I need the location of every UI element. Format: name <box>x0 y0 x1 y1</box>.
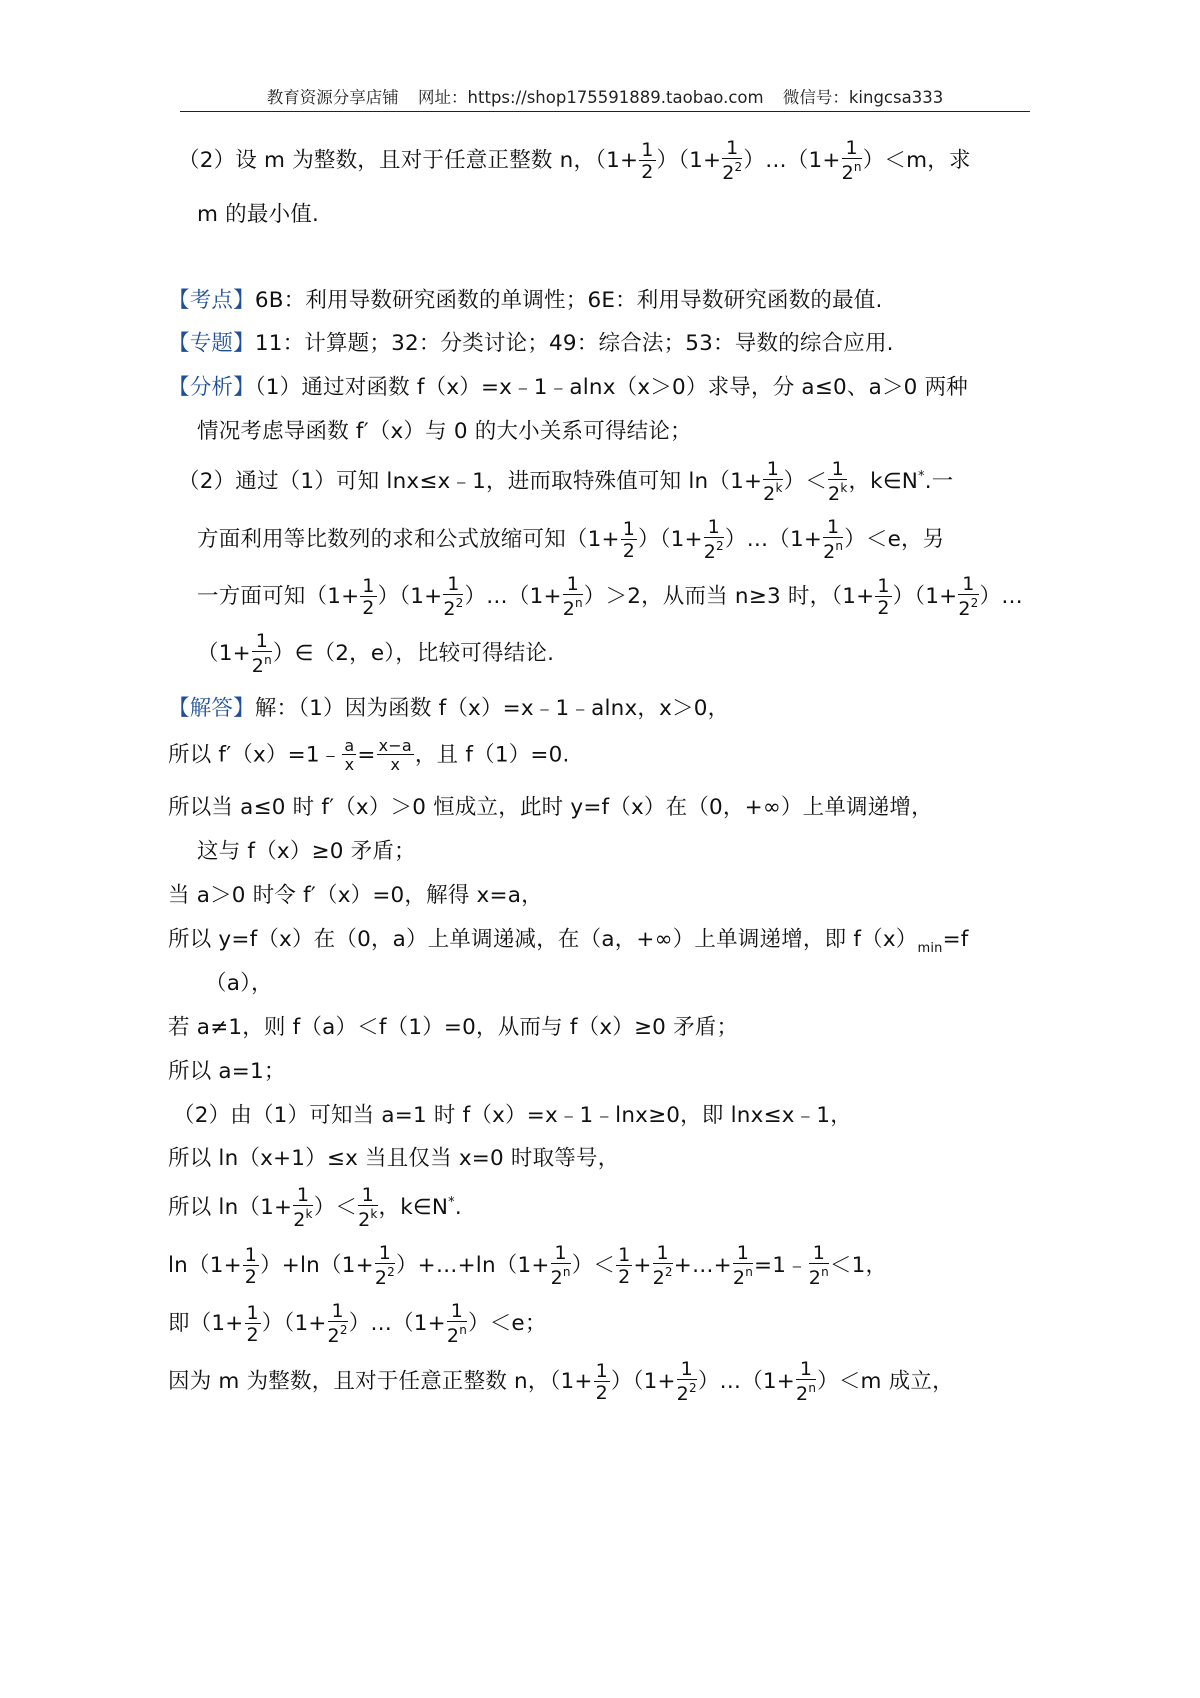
header-divider <box>180 111 1030 112</box>
jieda-line9: 所以 a=1； <box>168 1059 286 1084</box>
fenxi-tag: 【分析】 <box>168 375 255 400</box>
question-part2-line2: m 的最小值. <box>197 202 320 227</box>
jieda-line10: （2）由（1）可知当 a=1 时 f（x）=x﹣1﹣lnx≥0，即 lnx≤x﹣1， <box>173 1103 852 1128</box>
fraction: $\frac{1}{2^n}$ <box>732 1242 753 1289</box>
zhuanti-text: 11：计算题；32：分类讨论；49：综合法；53：导数的综合应用. <box>254 331 894 356</box>
fraction: $\frac{1}{2^n}$ <box>251 630 272 677</box>
wechat-id: 微信号：kingcsa333 <box>782 88 944 107</box>
fraction: $\frac{x-a}{x}$ <box>378 736 412 774</box>
fraction: $\frac{1}{2^2}$ <box>443 573 464 620</box>
jieda-tag: 【解答】 <box>168 696 255 721</box>
jieda-line14: 即（1+ $\frac{1}{2}$ ）（1+ $\frac{1}{2^2}$ ）…（1+ $\frac{1}{2^n}$ ）＜e； <box>168 1300 547 1347</box>
jieda-line7: （a）， <box>205 971 273 996</box>
fenxi-line5: 一方面可知（1+ $\frac{1}{2}$ ）（1+ $\frac{1}{2^2}$ ）…（1+ $\frac{1}{2^n}$ ）＞2，从而当 n≥3 时，（1+ $\frac{1}{2}$ ）（1+ $\frac{1}{2^2}$ ）… <box>197 573 1023 620</box>
jieda-line6: 所以 y=f（x）在（0，a）上单调递减，在（a，+∞）上单调递增，即 $f(x)_{min}=f$ <box>168 927 969 956</box>
fenxi-line1 <box>168 377 968 399</box>
fraction: $\frac{1}{2^k}$ <box>358 1184 378 1231</box>
fraction: $\frac{1}{2^n}$ <box>823 516 844 563</box>
text: ）＜m，求 <box>862 148 971 173</box>
jieda-line3: 所以当 a≤0 时 f′（x）＞0 恒成立，此时 y=f（x）在（0，+∞）上单调递增， <box>168 795 933 820</box>
fraction: $\frac{1}{2^n}$ <box>796 1358 817 1405</box>
jieda-line1: 【解答】解：（1）因为函数 f（x）=x﹣1﹣alnx，x＞0， <box>168 696 730 721</box>
fraction: $\frac{1}{2^k}$ <box>828 458 848 505</box>
jieda-line8: 若 a≠1，则 f（a）＜f（1）=0，从而与 f（x）≥0 矛盾； <box>168 1015 739 1040</box>
fraction-1-over-2pown: $\frac{1}{2^n}$ <box>841 137 862 184</box>
zhuanti-line <box>168 333 894 355</box>
kaodian-line <box>168 290 883 312</box>
page-header <box>180 84 1030 108</box>
fraction: $\frac{1}{2}$ <box>246 1301 259 1346</box>
jieda-line13: ln（1+ $\frac{1}{2}$ ）+ln（1+ $\frac{1}{2^2}$ ）+…+ln（1+ $\frac{1}{2^n}$ ）＜ $\frac{1}{2}$ + $\frac{1}{2^2}$ +…+ $\frac{1}{2^n}$ =1﹣ $\frac{1}{2^n}$ ＜1， <box>168 1242 888 1289</box>
jieda-line12: 所以 ln（1+ $\frac{1}{2^k}$ ）＜ $\frac{1}{2^k}$ ，k∈N*. <box>168 1184 462 1231</box>
fraction-1-over-2: $\frac{1}{2}$ <box>641 138 654 183</box>
fenxi-line4: 方面利用等比数列的求和公式放缩可知（1+ $\frac{1}{2}$ ）（1+ $\frac{1}{2^2}$ ）…（1+ $\frac{1}{2^n}$ ）＜e，另 <box>197 516 945 563</box>
jieda-line15: 因为 m 为整数，且对于任意正整数 n，（1+ $\frac{1}{2}$ ）（1+ $\frac{1}{2^2}$ ）…（1+ $\frac{1}{2^n}$ ）＜m 成立， <box>168 1358 954 1405</box>
fraction: $\frac{1}{2^2}$ <box>327 1300 348 1347</box>
fraction: $\frac{1}{2^k}$ <box>293 1184 313 1231</box>
fraction: $\frac{1}{2^2}$ <box>958 573 979 620</box>
text: ）…（1+ <box>743 148 841 173</box>
fraction: $\frac{1}{2^n}$ <box>808 1242 829 1289</box>
fraction: $\frac{1}{2^n}$ <box>562 573 583 620</box>
jieda-line5: 当 a＞0 时令 f′（x）=0，解得 x=a， <box>168 883 543 908</box>
fraction: $\frac{1}{2}$ <box>595 1359 608 1404</box>
fraction: $\frac{1}{2^2}$ <box>703 516 724 563</box>
fraction: $\frac{1}{2^2}$ <box>652 1242 673 1289</box>
fraction: $\frac{1}{2}$ <box>362 574 375 619</box>
fraction: $\frac{1}{2^k}$ <box>763 458 783 505</box>
fenxi-line3: （2）通过（1）可知 lnx≤x﹣1，进而取特殊值可知 ln（1+ $\frac{1}{2^k}$ ）＜ $\frac{1}{2^k}$ ，k∈N*.一 <box>178 458 954 505</box>
fraction: $\frac{1}{2^2}$ <box>374 1242 395 1289</box>
kaodian-tag: 【考点】 <box>168 288 255 313</box>
fraction: $\frac{1}{2}$ <box>622 517 635 562</box>
fraction: $\frac{1}{2}$ <box>618 1243 631 1288</box>
shop-url: 网址：https://shop175591889.taobao.com <box>418 88 764 107</box>
fenxi-line2: 情况考虑导函数 f′（x）与 0 的大小关系可得结论； <box>197 419 692 444</box>
fraction: $\frac{a}{x}$ <box>344 736 355 774</box>
shop-name: 教育资源分享店铺 <box>266 88 399 107</box>
jieda-line4: 这与 f（x）≥0 矛盾； <box>197 839 416 864</box>
question-part2 <box>178 139 971 183</box>
fraction-1-over-2pow2: $\frac{1}{2^2}$ <box>722 137 743 184</box>
jieda-line11: 所以 ln（x+1）≤x 当且仅当 x=0 时取等号， <box>168 1146 620 1171</box>
zhuanti-tag: 【专题】 <box>168 331 255 356</box>
fraction: $\frac{1}{2}$ <box>244 1243 258 1288</box>
kaodian-text: 6B：利用导数研究函数的单调性；6E：利用导数研究函数的最值. <box>254 288 883 313</box>
text: ）（1+ <box>656 148 722 173</box>
fraction: $\frac{1}{2^n}$ <box>550 1242 571 1289</box>
fenxi-line6: （1+ $\frac{1}{2^n}$ ）∈（2，e），比较可得结论. <box>197 630 555 677</box>
fraction: $\frac{1}{2^2}$ <box>676 1358 697 1405</box>
text: （1）通过对函数 f（x）=x﹣1﹣alnx（x＞0）求导，分 a≤0、a＞0 两种 <box>254 375 968 400</box>
fraction: $\frac{1}{2^n}$ <box>446 1300 467 1347</box>
fraction: $\frac{1}{2}$ <box>877 574 890 619</box>
text: （2）设 m 为整数，且对于任意正整数 n，（1+ <box>178 148 639 173</box>
jieda-line2: 所以 f′（x）=1﹣ $\frac{a}{x}$ = $\frac{x-a}{x}$ ，且 f（1）=0. <box>168 736 570 774</box>
